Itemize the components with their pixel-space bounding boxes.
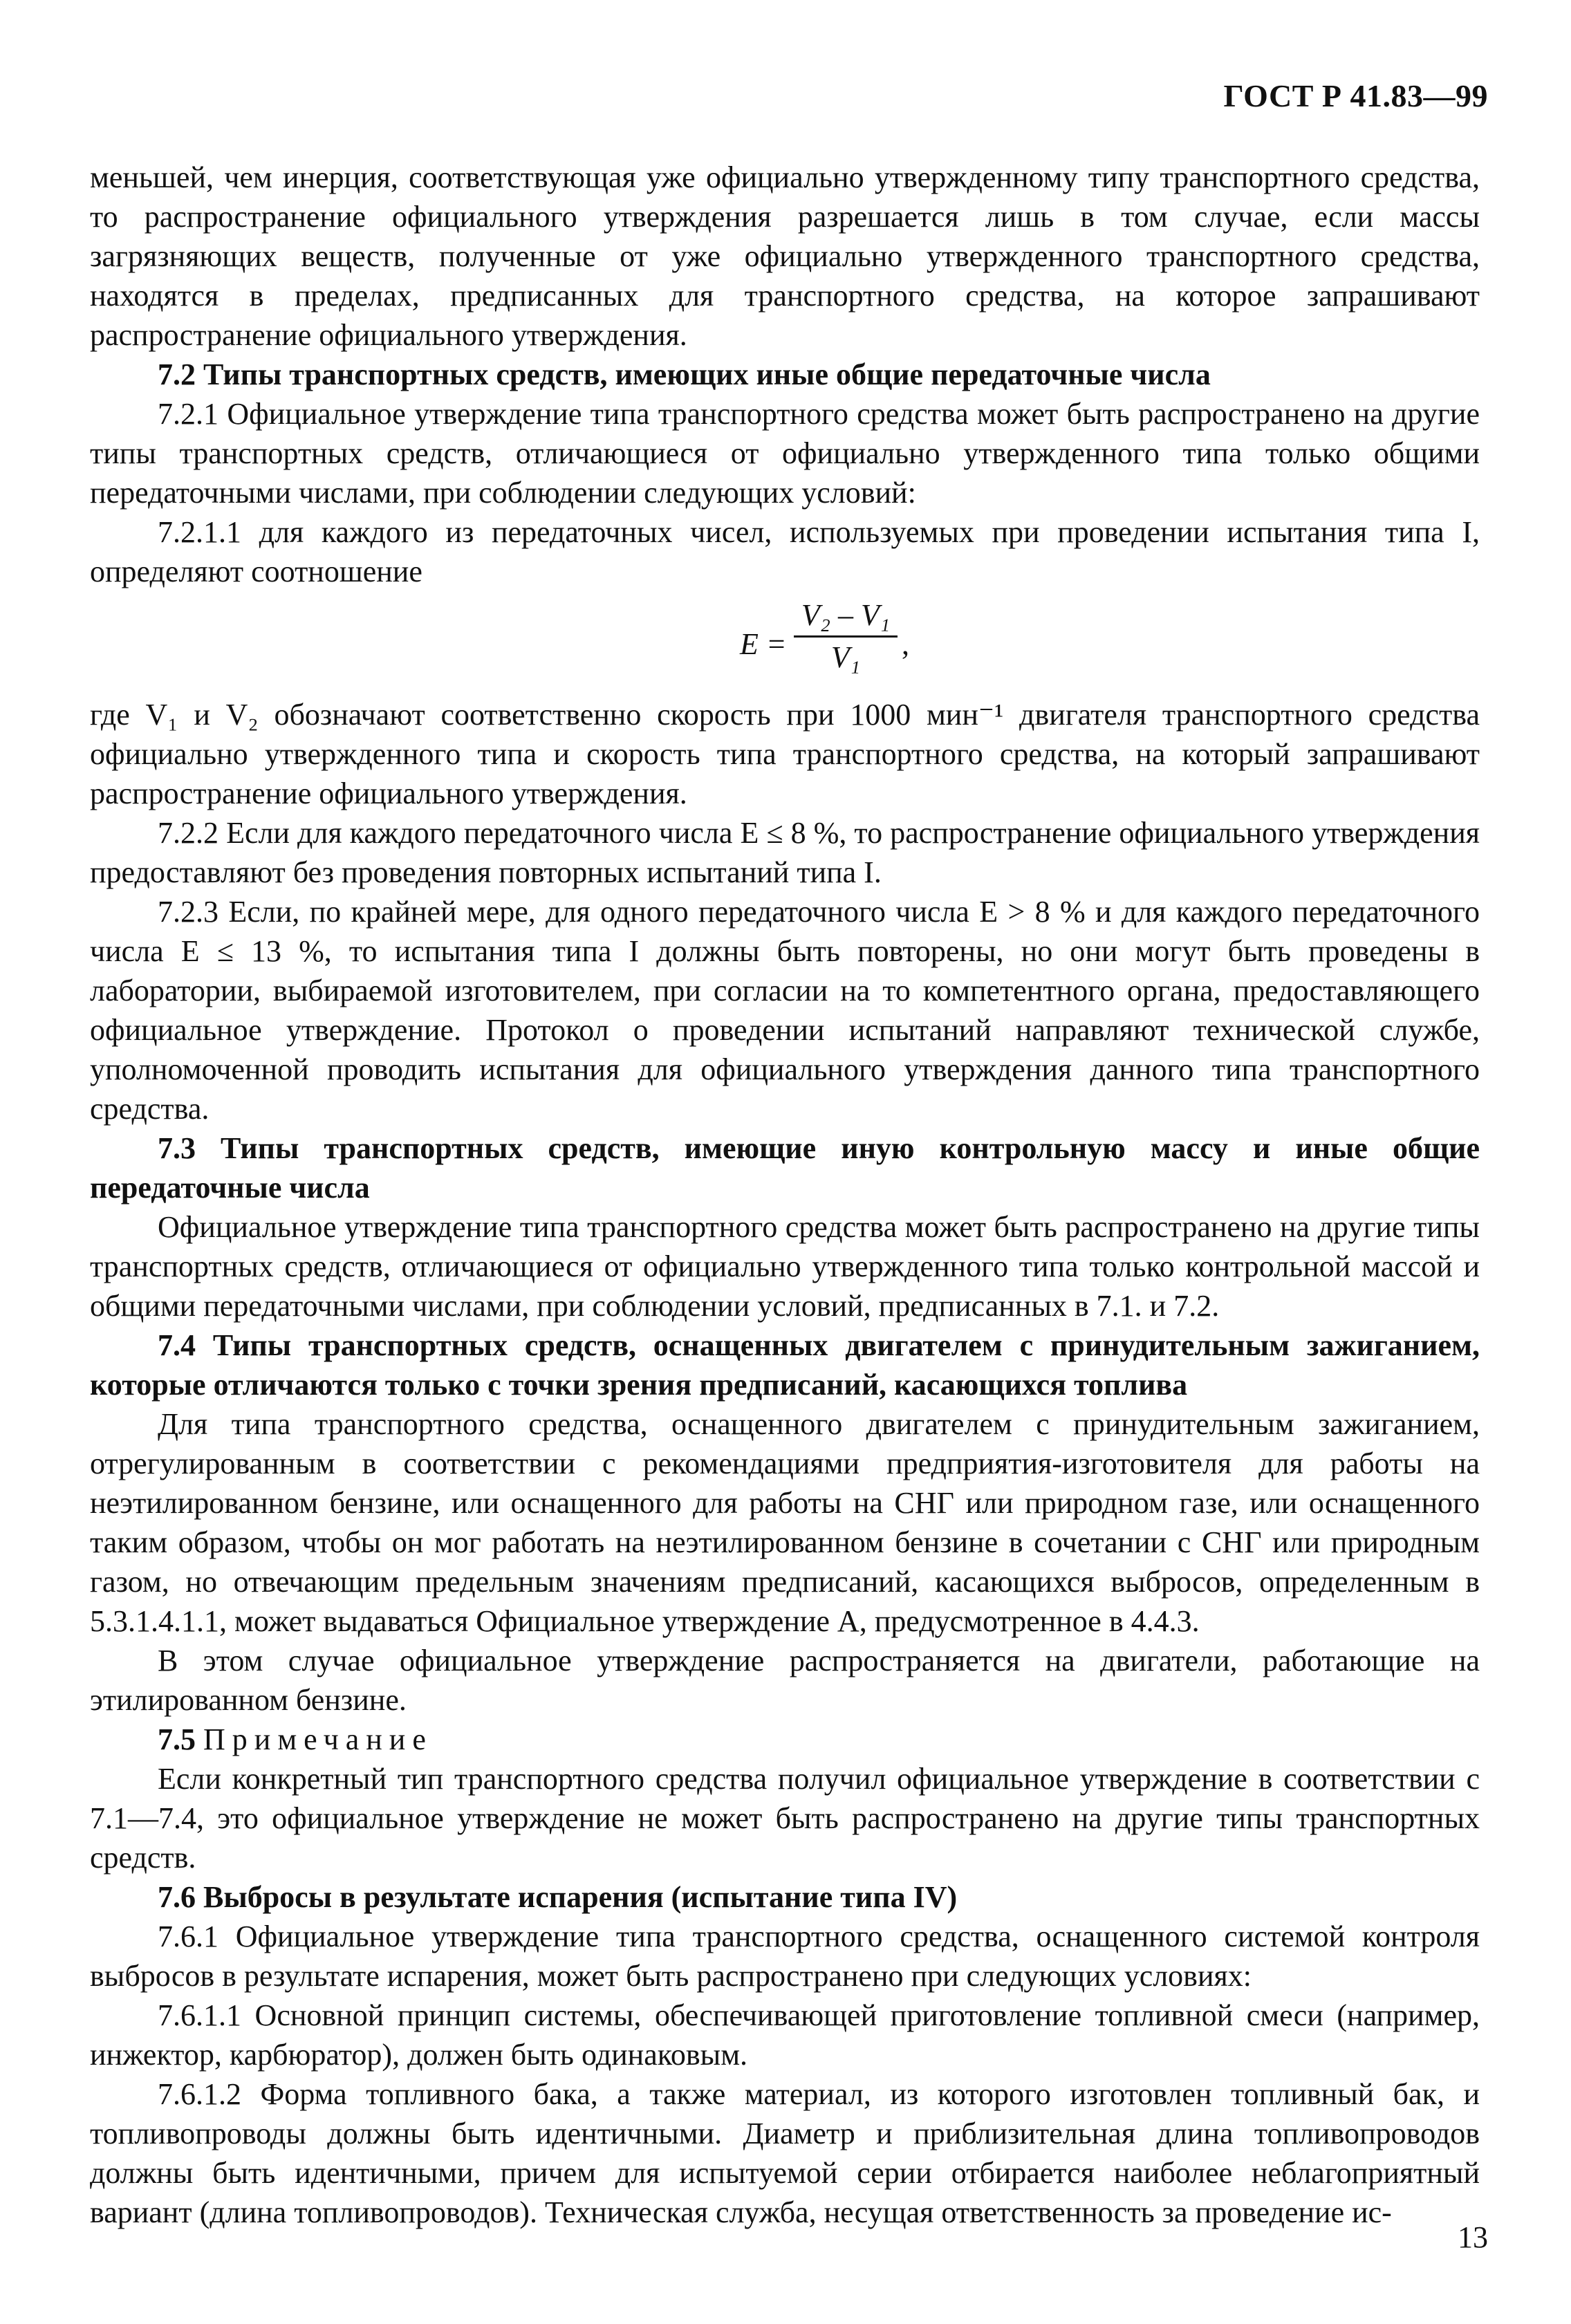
paragraph: 7.6.1.2 Форма топливного бака, а также материал, из которого изготовлен топливный бак, и топливопроводы должны быть идентичными. Диаметр и приблизительная длина топливопроводов должны быть идентичными, причем для испытуемой серии отбирается наиболее неблагоприятный вариант (длина топливопроводов). Техническая служба, несущая ответственность за проведение ис- [90,2077,1480,2229]
section-heading-7-5 [90,1720,1480,1759]
paragraph: Для типа транспортного средства, оснащенного двигателем с принудительным зажиганием, отрегулированным в соответствии с рекомендациями предприятия-изготовителя для работы на неэтилированном бензине, или оснащенного для работы на СНГ или природном газе, или оснащенного таким образом, чтобы он мог работать на неэтилированном бензине в сочетании с СНГ или природным газом, но отвечающим предельным значениям предписаний, касающихся выбросов, определенным в 5.3.1.4.1.1, может выдаваться Официальное утверждение А, предусмотренное в 4.4.3. [90,1407,1480,1638]
paragraph: где V₁ и V₂ обозначают соответственно скорость при 1000 мин⁻¹ двигателя транспортного средства официально утвержденного типа и скорость типа транспортного средства, на который запрашивают распространение официального утверждения. [90,698,1480,810]
formula-lhs: E = [740,627,787,661]
paragraph: 7.2.1.1 для каждого из передаточных чисел, используемых при проведении испытания типа I, определяют соотношение [90,515,1480,588]
formula-numerator: V₂ – V₁ [801,598,891,632]
document-code: ГОСТ Р 41.83—99 [1223,78,1488,113]
page-body [90,158,1480,2232]
paragraph: 7.6.1.1 Основной принцип системы, обеспечивающей приготовление топливной смеси (например, инжектор, карбюратор), должен быть одинаковым. [90,1998,1480,2072]
formula-fraction [794,598,898,675]
section-heading-7-6: 7.6 Выбросы в результате испарения (испытание типа IV) [158,1880,958,1914]
paragraph: меньшей, чем инерция, соответствующая уже официально утвержденному типу транспортного средства, то распространение официального утверждения разрешается лишь в том случае, если массы загрязняющих веществ, полученные от уже официально утвержденного транспортного средства, находятся в пределах, предписанных для транспортного средства, на которое запрашивают распространение официального утверждения. [90,160,1480,352]
section-heading-7-2: 7.2 Типы транспортных средств, имеющих иные общие передаточные числа [158,357,1211,391]
paragraph: 7.2.1 Официальное утверждение типа транспортного средства может быть распространено на другие типы транспортных средств, отличающиеся от официально утвержденного типа только общими передаточными числами, при соблюдении следующих условий: [90,397,1480,510]
paragraph: 7.2.3 Если, по крайней мере, для одного передаточного числа E > 8 % и для каждого передаточного числа E ≤ 13 %, то испытания типа I должны быть повторены, но они могут быть проведены в лаборатории, выбираемой изготовителем, при согласии на то компетентного органа, предоставляющего официальное утверждение. Протокол о проведении испытаний направляют технической службе, уполномоченной проводить испытания для официального утверждения данного типа транспортного средства. [90,895,1480,1126]
paragraph: Если конкретный тип транспортного средства получил официальное утверждение в соответствии с 7.1—7.4, это официальное утверждение не может быть распространено на другие типы транспортных средств. [90,1762,1480,1875]
formula-comma: , [902,627,909,661]
formula-denominator: V₁ [830,640,861,674]
fraction-bar [794,635,898,638]
paragraph: В этом случае официальное утверждение распространяется на двигатели, работающие на этилированном бензине. [90,1644,1480,1717]
paragraph: 7.2.2 Если для каждого передаточного числа E ≤ 8 %, то распространение официального утверждения предоставляют без проведения повторных испытаний типа I. [90,816,1480,889]
section-number: 7.5 [158,1722,203,1756]
note-label: Примечание [203,1722,433,1756]
paragraph: Официальное утверждение типа транспортного средства может быть распространено на другие типы транспортных средств, отличающиеся от официально утвержденного типа только контрольной массой и общими передаточными числами, при соблюдении условий, предписанных в 7.1. и 7.2. [90,1210,1480,1323]
page-number: 13 [1458,2220,1488,2254]
section-heading-7-4: 7.4 Типы транспортных средств, оснащенных двигателем с принудительным зажиганием, которые отличаются только с точки зрения предписаний, касающихся топлива [90,1328,1480,1402]
paragraph: 7.6.1 Официальное утверждение типа транспортного средства, оснащенного системой контроля выбросов в результате испарения, может быть распространено при следующих условиях: [90,1919,1480,1993]
formula-e [90,591,1480,695]
section-heading-7-3: 7.3 Типы транспортных средств, имеющие иную контрольную массу и иные общие передаточные числа [90,1131,1480,1205]
